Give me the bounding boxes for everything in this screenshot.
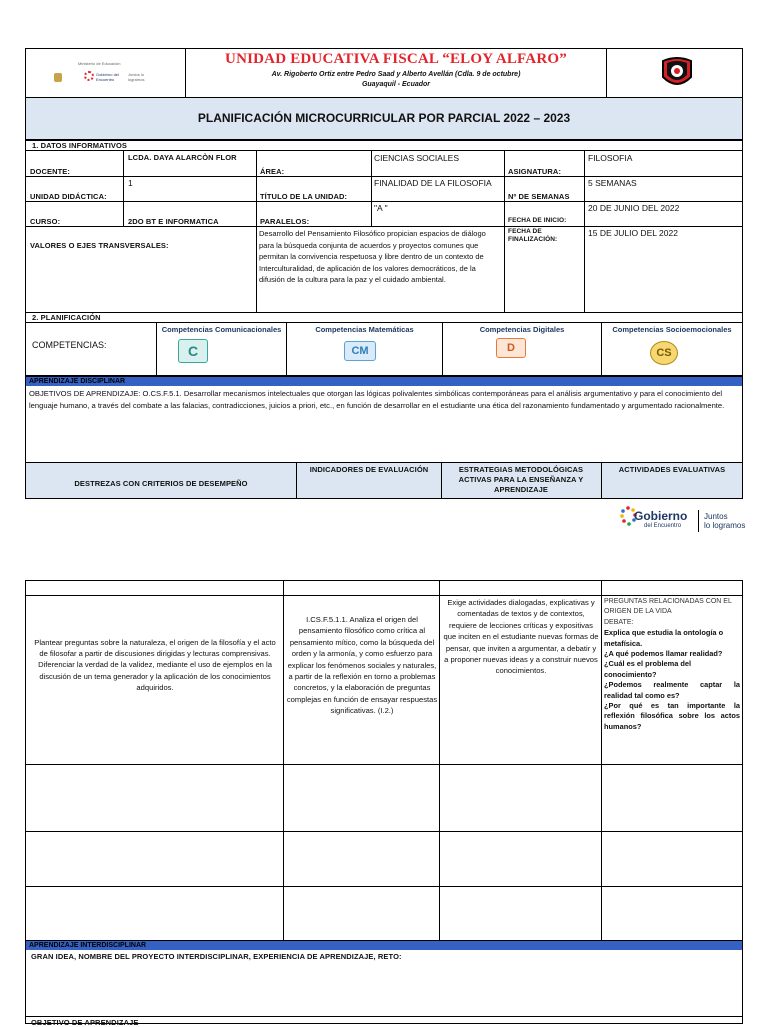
area-value: CIENCIAS SOCIALES xyxy=(374,153,460,163)
valores-value: Desarrollo del Pensamiento Filosófico propician espacios de diálogo para la búsqueda conjunta de acuerdos y proyectos comunes que permitan la convivencia respetuosa y libre dentro de un contexto de Interculturalidad, de aplicación de los valores democráticos, de la difusión de la cultura para la paz y el cuidado ambiental. xyxy=(259,229,486,285)
act-debate: DEBATE: xyxy=(604,618,634,626)
inicio-value: 20 DE JUNIO DEL 2022 xyxy=(588,203,680,213)
curso-value: 2DO BT E INFORMATICA xyxy=(128,217,219,226)
communication-icon xyxy=(178,339,208,363)
ecuador-shield-icon xyxy=(54,73,62,82)
document-header xyxy=(25,48,743,98)
logo-divider xyxy=(698,510,699,532)
socioemotional-icon-text: CS xyxy=(656,347,672,359)
act-q4: ¿Podemos realmente captar la realidad tal como es? xyxy=(604,680,740,700)
act-intro: PREGUNTAS RELACIONADAS CON EL ORIGEN DE LA VIDA xyxy=(604,598,732,616)
gran-idea-label: GRAN IDEA, NOMBRE DEL PROYECTO INTERDISCIPLINAR, EXPERIENCIA DE APRENDIZAJE, RETO: xyxy=(31,952,402,961)
planning-title-band xyxy=(25,97,743,140)
ministry-label: Ministerio de Educación xyxy=(78,61,121,66)
gobierno-word: Gobierno xyxy=(634,509,688,523)
valores-label: VALORES O EJES TRANSVERSALES: xyxy=(30,241,169,250)
aprendizaje-disciplinar-title: APRENDIZAJE DISCIPLINAR xyxy=(26,377,742,386)
section-planificacion xyxy=(25,312,743,376)
section-datos-informativos xyxy=(25,140,743,313)
grid-line xyxy=(601,581,602,943)
docente-label: DOCENTE: xyxy=(30,167,70,176)
semanas-value: 5 SEMANAS xyxy=(588,178,637,188)
act-q2: ¿A qué podemos llamar realidad? xyxy=(604,649,723,659)
objetivo-aprendizaje: OBJETIVOS DE APRENDIZAJE: O.CS.F.5.1. Desarrollar mecanismos intelectuales que otorgan las lógicas polivalentes simbólicas contemporáneas para el análisis argumentativo y para el conocimiento del lenguaje humano, a través del combate a las falacias, contradicciones, juicios a priori, etc., en función de desarrollar en el estudiante una ética del razonamiento fundamentado y argumentado racionalmente. xyxy=(29,389,725,411)
fin-label: FECHA DE FINALIZACIÓN: xyxy=(508,228,558,243)
grid-line xyxy=(26,595,742,596)
ministry-logo-cell xyxy=(26,49,186,97)
grid-line xyxy=(26,226,742,227)
titulo-value: FINALIDAD DE LA FILOSOFIA xyxy=(374,178,492,188)
grid-line xyxy=(26,831,742,832)
indicador-text: I.CS.F.5.1.1. Analiza el origen del pensamiento filosófico como crítica al pensamiento mítico, como la búsqueda del orden y la armonía, y como esfuerzo para explicar los fenómenos sociales y naturales, a partir de la reflexión en torno a problemas concretos, y la elaboración de preguntas complejas en función de ensayar respuestas significativas. (I.2.) xyxy=(286,615,438,716)
comp-socioemocionales-label: Competencias Socioemocionales xyxy=(612,325,732,334)
grid-line xyxy=(26,1016,742,1017)
destreza-text: Plantear preguntas sobre la naturaleza, el origen de la filosofía y el acto de filosofar a partir de discusiones dirigidas y lecturas comprensivas. Diferenciar la verdad de la validez, mediante el uso de ejemplos en la discusión de un tema generador y la aplicación de los conocimientos adquiridos. xyxy=(34,638,276,692)
math-icon xyxy=(344,341,376,361)
section1-title: 1. DATOS INFORMATIVOS xyxy=(26,141,742,151)
grid-line xyxy=(26,176,742,177)
act-q5: ¿Por qué es tan importante la reflexión filosófica sobre los actos humanos? xyxy=(604,701,740,731)
curso-label: CURSO: xyxy=(30,217,61,226)
act-q3: ¿Cuál es el problema del conocimiento? xyxy=(604,659,692,679)
docente-value: LCDA. DAYA ALARCÒN FLOR xyxy=(128,153,237,162)
semanas-label: Nº DE SEMANAS xyxy=(508,192,570,201)
juntos-mini-label: Juntos lo logramos xyxy=(128,72,145,82)
gov-mini-logo-icon xyxy=(84,71,94,81)
grid-line xyxy=(371,151,372,226)
comp-matematicas-label: Competencias Matemáticas xyxy=(315,325,414,334)
juntos-word: Juntos xyxy=(704,512,728,521)
grid-line xyxy=(441,463,442,498)
unidad-label: UNIDAD DIDÁCTICA: xyxy=(30,192,107,201)
communication-icon-text: C xyxy=(187,343,199,359)
actividades-cell xyxy=(604,597,740,732)
gov-mini-label: Gobierno del Encuentro xyxy=(96,72,119,82)
inicio-label: FECHA DE INICIO: xyxy=(508,217,567,224)
address-line1: Av. Rigoberto Ortiz entre Pedro Saad y Alberto Avellán (Cdla. 9 de octubre) xyxy=(271,71,521,78)
gobierno-logo xyxy=(618,504,758,536)
planning-title: PLANIFICACIÓN MICROCURRICULAR POR PARCIAL 2022 – 2023 xyxy=(197,111,571,125)
interdisciplinar-title: APRENDIZAJE INTERDISCIPLINAR xyxy=(26,941,742,950)
digital-icon-text: D xyxy=(507,342,515,354)
grid-line xyxy=(26,764,742,765)
section2-title: 2. PLANIFICACIÓN xyxy=(26,313,742,323)
aprendizaje-disciplinar xyxy=(25,376,743,463)
estrategia-text: Exige actividades dialogadas, explicativas y comentadas de textos y de contextos, requiere de lecciones críticas y expositivas que inciten en el estudiante nuevas formas de pensar, que inviten a argumentar, a debatir y a proponer nuevas ideas y a construir nuevos conocimientos. xyxy=(443,598,599,676)
grid-line xyxy=(439,581,440,943)
paralelos-value: "A " xyxy=(374,203,388,213)
ministry-logo xyxy=(48,59,158,89)
act-q1: Explica que estudia la ontología o metafísica. xyxy=(604,628,724,648)
comp-comunicacionales-label: Competencias Comunicacionales xyxy=(161,325,282,334)
digital-icon xyxy=(496,338,526,358)
grid-line xyxy=(283,581,284,943)
titulo-label: TÍTULO DE LA UNIDAD: xyxy=(260,192,348,201)
header-indicadores: INDICADORES DE EVALUACIÓN xyxy=(309,465,429,474)
math-icon-text: CM xyxy=(351,345,369,357)
objetivo-aprendizaje-label: OBJETIVO DE APRENDIZAJE xyxy=(31,1018,139,1027)
page2-table xyxy=(25,580,743,944)
grid-line xyxy=(26,201,742,202)
planning-table-header xyxy=(25,462,743,499)
lo-logramos-word: lo logramos xyxy=(704,521,746,530)
paralelos-label: PARALELOS: xyxy=(260,217,310,226)
aprendizaje-interdisciplinar xyxy=(25,940,743,1027)
comp-digitales-label: Competencias Digitales xyxy=(479,325,565,334)
school-crest-cell xyxy=(606,49,742,97)
header-actividades: ACTIVIDADES EVALUATIVAS xyxy=(618,465,726,474)
socioemotional-icon xyxy=(650,341,678,365)
fin-value: 15 DE JULIO DEL 2022 xyxy=(588,228,678,238)
school-title: UNIDAD EDUCATIVA FISCAL “ELOY ALFARO” xyxy=(225,51,567,67)
header-destrezas: DESTREZAS CON CRITERIOS DE DESEMPEÑO xyxy=(74,479,248,488)
header-estrategias: ESTRATEGIAS METODOLÓGICAS ACTIVAS PARA LA ENSEÑANZA Y APRENDIZAJE xyxy=(458,465,584,494)
asignatura-label: ASIGNATURA: xyxy=(508,167,562,176)
competencias-label: COMPETENCIAS: xyxy=(32,340,107,350)
unidad-value: 1 xyxy=(128,178,133,188)
address-line2: Guayaquil - Ecuador xyxy=(361,81,431,88)
school-crest-icon xyxy=(657,53,697,93)
grid-line xyxy=(123,151,124,226)
del-encuentro-word: del Encuentro xyxy=(644,523,682,529)
grid-line xyxy=(26,886,742,887)
area-label: ÁREA: xyxy=(260,167,285,176)
asignatura-value: FILOSOFIA xyxy=(588,153,633,163)
